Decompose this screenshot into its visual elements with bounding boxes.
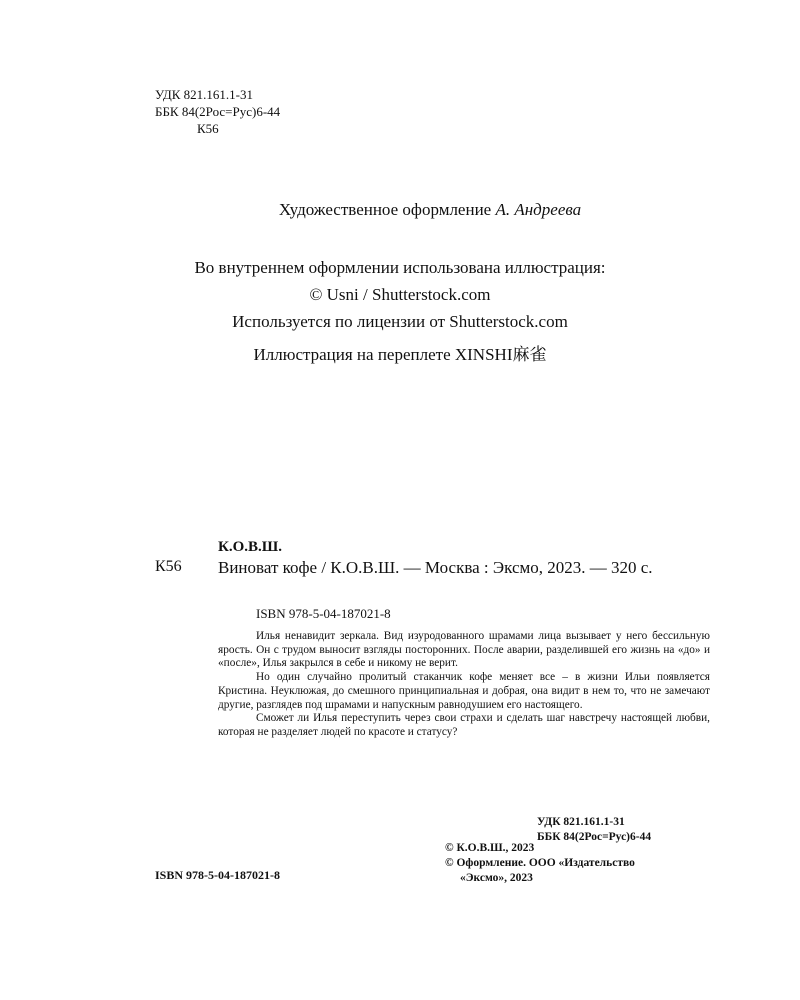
designer-name: А. Андреева <box>495 200 582 219</box>
isbn-bottom: ISBN 978-5-04-187021-8 <box>155 868 280 882</box>
copyright-publisher: «Эксмо», 2023 <box>460 872 533 884</box>
bbk-code: ББК 84(2Рос=Рус)6-44 <box>155 104 281 119</box>
annotation-paragraph: Сможет ли Илья переступить через свои страхи и сделать шаг навстречу настоящей любви, которая не разделяет людей по красоте и статусу? <box>218 712 710 738</box>
illustration-credit-line-4: Иллюстрация на переплете XINSHI麻雀 <box>253 345 547 364</box>
catalog-title: Виноват кофе / К.О.В.Ш. — Москва : Эксмо, 2023. — 320 с. <box>218 558 653 577</box>
catalog-mark: К56 <box>155 558 182 575</box>
illustration-credit-line-3: Используется по лицензии от Shutterstock.com <box>232 312 568 331</box>
illustration-credit-line-2: © Usni / Shutterstock.com <box>309 285 491 304</box>
udk-code: УДК 821.161.1-31 <box>155 87 254 102</box>
copyright-author: © К.О.В.Ш., 2023 <box>445 842 535 854</box>
illustration-credit-line-1: Во внутреннем оформлении использована иллюстрация: <box>194 258 606 277</box>
catalog-author: К.О.В.Ш. <box>218 539 283 555</box>
author-mark: К56 <box>197 121 219 136</box>
annotation-paragraph: Илья ненавидит зеркала. Вид изуродованного шрамами лица вызывает у него бессильную ярость. Он с трудом выносит взгляды посторонних. После аварии, разделившей его жизнь на «до» и «после», Илья закрылся в себе и никому не верит. <box>218 630 710 670</box>
design-label: Художественное оформление <box>278 200 492 219</box>
design-credit <box>30 200 800 220</box>
annotation-paragraph: Но один случайно пролитый стаканчик кофе меняет все – в жизни Ильи появляется Кристина. Неуклюжая, до смешного принципиальная и добрая, она видит в нем то, что не замечают другие, разглядев под шрамами и напускным равнодушием его настоящего. <box>218 671 710 711</box>
top-classification-codes <box>155 86 280 137</box>
catalog-isbn: ISBN 978-5-04-187021-8 <box>256 606 391 621</box>
copyright-block <box>445 841 715 886</box>
udk-code-bottom: УДК 821.161.1-31 <box>537 816 625 828</box>
copyright-design: © Оформление. ООО «Издательство <box>445 857 635 869</box>
annotation <box>218 630 710 740</box>
bbk-code-bottom: ББК 84(2Рос=Рус)6-44 <box>537 831 652 843</box>
